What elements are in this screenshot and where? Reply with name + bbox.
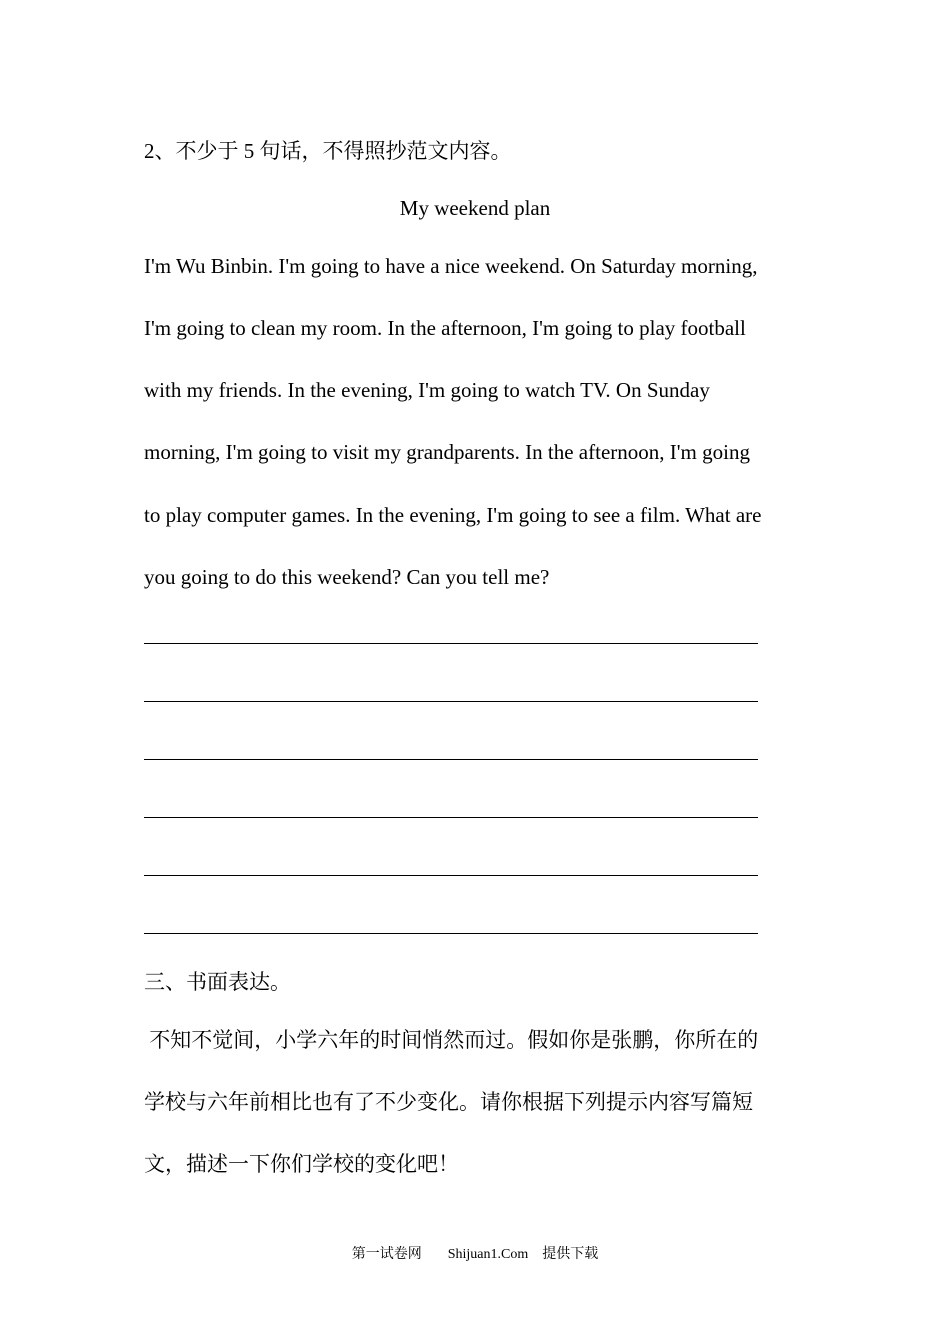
answer-line[interactable] [144, 817, 758, 818]
instruction-text: 2、不少于 5 句话，不得照抄范文内容。 [144, 139, 512, 163]
paragraph-line-4: morning, I'm going to visit my grandparents. In the afternoon, I'm going [144, 440, 750, 464]
footer-site-name: 第一试卷网 [351, 1247, 422, 1262]
footer-site-domain: Shijuan1.Com [447, 1247, 529, 1262]
prompt-line-2: 学校与六年前相比也有了不少变化。请你根据下列提示内容写篇短 [144, 1090, 753, 1114]
section-heading: 三、书面表达。 [144, 970, 291, 994]
paragraph-line-6: you going to do this weekend? Can you tell me? [144, 565, 550, 589]
prompt-line-1: 不知不觉间，小学六年的时间悄然而过。假如你是张鹏，你所在的 [144, 1028, 759, 1052]
footer-tagline: 提供下载 [542, 1247, 599, 1262]
paragraph-line-1: I'm Wu Binbin. I'm going to have a nice weekend. On Saturday morning, [144, 254, 758, 278]
answer-line[interactable] [144, 933, 758, 934]
page-footer [0, 1244, 950, 1266]
paragraph-line-3: with my friends. In the evening, I'm going to watch TV. On Sunday [144, 378, 710, 402]
answer-line[interactable] [144, 759, 758, 760]
answer-line[interactable] [144, 701, 758, 702]
prompt-line-3: 文，描述一下你们学校的变化吧！ [144, 1152, 459, 1176]
answer-line[interactable] [144, 875, 758, 876]
essay-title: My weekend plan [399, 196, 551, 220]
answer-line[interactable] [144, 643, 758, 644]
paragraph-line-5: to play computer games. In the evening, I'm going to see a film. What are [144, 503, 762, 527]
paragraph-line-2: I'm going to clean my room. In the afternoon, I'm going to play football [144, 316, 746, 340]
